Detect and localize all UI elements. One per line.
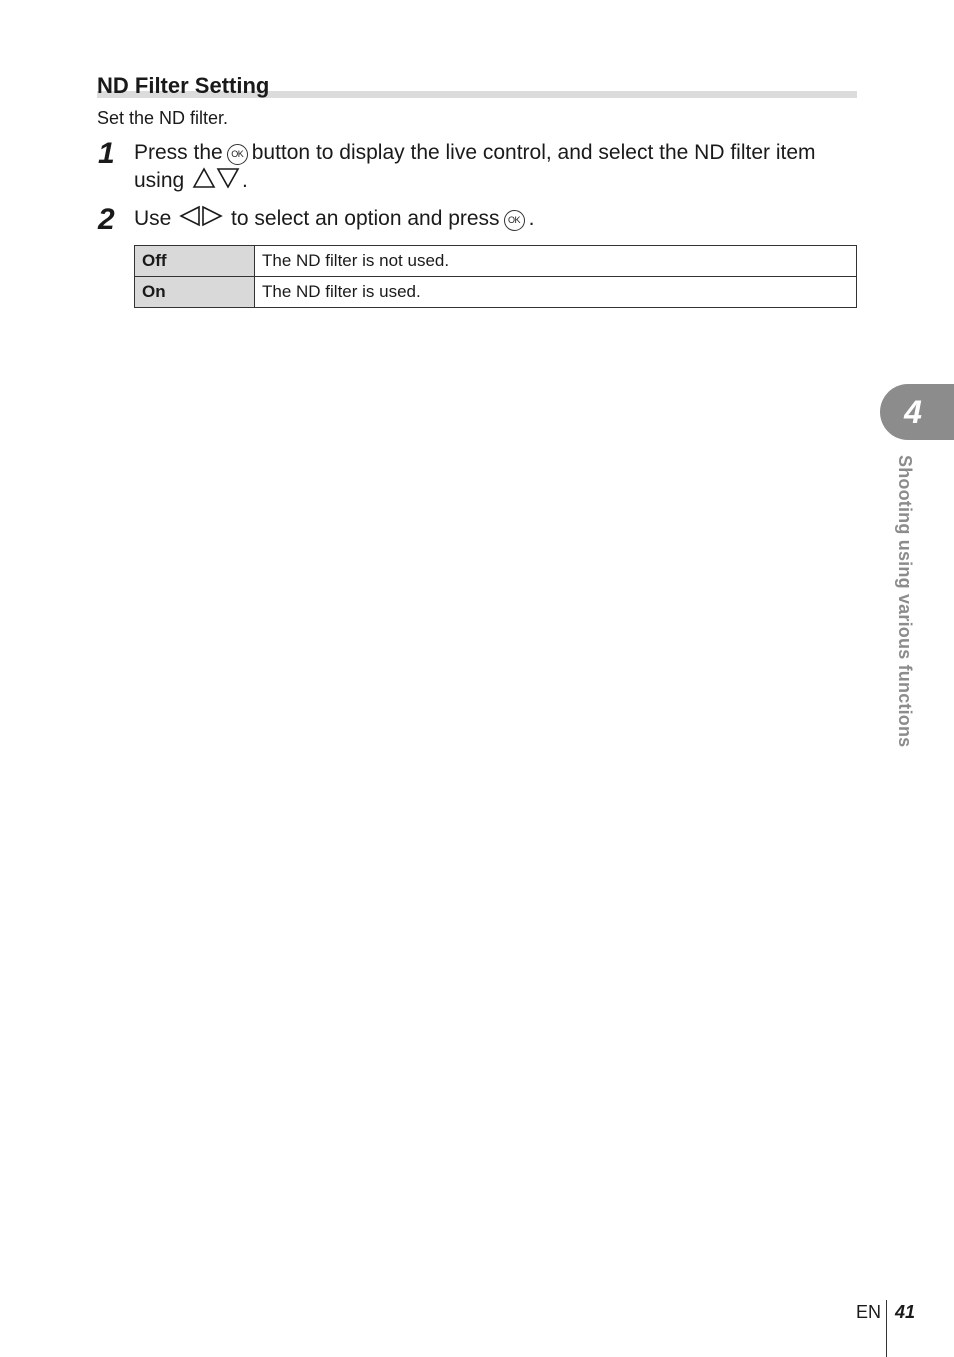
step-1-text-a: Press the <box>134 141 223 164</box>
section-title: ND Filter Setting <box>97 73 270 98</box>
step-2-text-c: . <box>528 207 535 230</box>
section-header <box>97 72 857 100</box>
table-row <box>135 277 857 308</box>
option-key: Off <box>135 246 255 277</box>
table-row <box>135 246 857 277</box>
step-2-text-a: Use <box>134 207 172 230</box>
chapter-tab <box>880 384 954 440</box>
footer-divider <box>886 1300 887 1357</box>
step-1-text-c: . <box>242 169 248 192</box>
up-down-arrow-icon <box>192 167 240 189</box>
chapter-label: Shooting using various functions <box>895 455 915 748</box>
chapter-number: 4 <box>904 394 922 430</box>
ok-button-icon: OK <box>227 144 248 165</box>
page-number: 41 <box>895 1302 916 1322</box>
step-1-number: 1 <box>98 137 115 170</box>
step-2-number: 2 <box>98 203 115 236</box>
step-2-text-b: to select an option and press <box>231 207 500 230</box>
step-2-text <box>134 205 844 233</box>
section-intro: Set the ND filter. <box>97 108 229 128</box>
step-1-text <box>134 139 844 195</box>
footer-language: EN <box>856 1302 882 1322</box>
nd-filter-options-table <box>134 245 857 308</box>
ok-button-icon: OK <box>504 210 525 231</box>
step-1-text-b: button to display the live control, and select the ND filter item using <box>134 141 816 192</box>
option-description: The ND filter is not used. <box>255 246 857 277</box>
option-key: On <box>135 277 255 308</box>
left-right-arrow-icon <box>179 205 223 227</box>
option-description: The ND filter is used. <box>255 277 857 308</box>
